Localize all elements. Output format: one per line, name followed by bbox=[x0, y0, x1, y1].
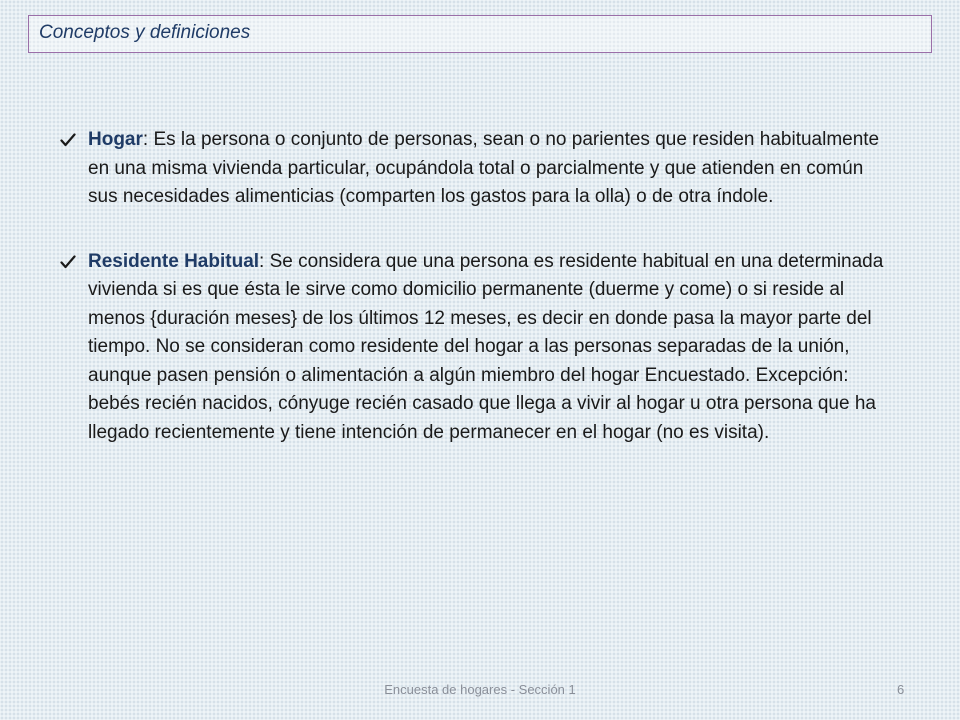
term-definition: : Es la persona o conjunto de personas, sean o no parientes que residen habitualmente en una misma vivienda particular, ocupándola total o parcialmente y que atienden en común sus necesidades alimenticias (comparten los gastos para la olla) o de otra índole. bbox=[88, 129, 880, 207]
slide-footer bbox=[0, 682, 960, 700]
page-number: 6 bbox=[897, 682, 905, 697]
term-definition: : Se considera que una persona es residente habitual en una determinada vivienda si es que ésta le sirve como domicilio permanente (duerme y come) o si reside al menos {duración meses} de los últimos 12 meses, es decir en donde pasa la mayor parte del tiempo. No se consideran como residente del hogar a las personas separadas de la unión, aunque pasen pensión o alimentación a algún miembro del hogar Encuestado. Excepción: bebés recién nacidos, cónyuge recién casado que llega a vivir al hogar u otra persona que ha llegado recientemente y tiene intención de permanecer en el hogar (no es visita). bbox=[88, 250, 884, 443]
footer-text: Encuesta de hogares - Sección 1 bbox=[384, 682, 576, 697]
definition-item-hogar bbox=[60, 126, 890, 212]
slide-title-box bbox=[28, 15, 932, 53]
definition-item-residente-habitual bbox=[60, 248, 890, 448]
term-label: Residente Habitual bbox=[88, 250, 260, 272]
slide-title: Conceptos y definiciones bbox=[39, 22, 251, 43]
term-label: Hogar bbox=[88, 129, 143, 150]
definition-list bbox=[60, 126, 890, 447]
checkmark-icon bbox=[60, 132, 76, 148]
checkmark-icon bbox=[60, 254, 76, 270]
